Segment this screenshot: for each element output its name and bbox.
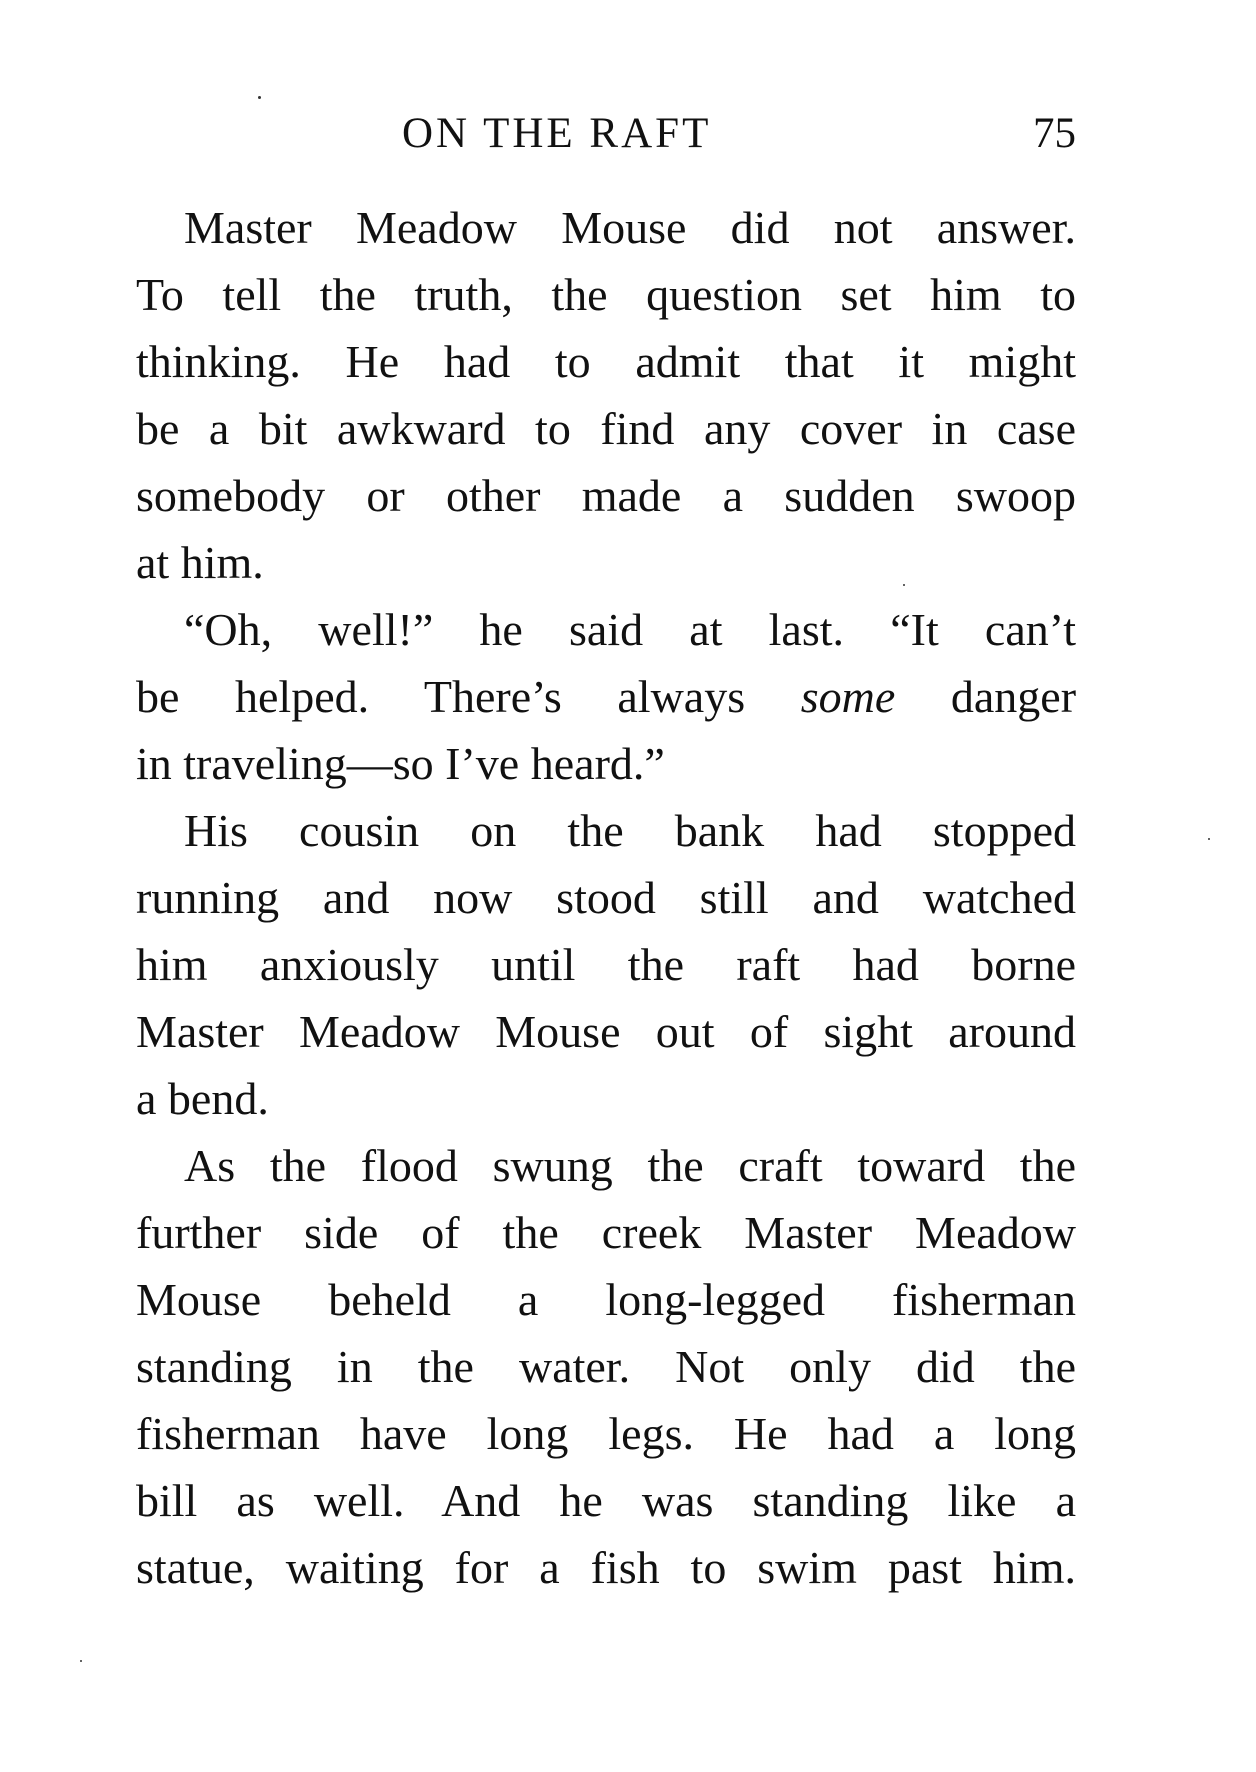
body-text	[136, 194, 1076, 1601]
text-line: be a bit awkward to find any cover in case	[136, 403, 1076, 454]
text-line: Mouse beheld a long-legged fisherman	[136, 1274, 1076, 1325]
text-line: His cousin on the bank had stopped	[184, 805, 1076, 856]
print-speck	[903, 584, 905, 586]
text-line: bill as well. And he was standing like a	[136, 1475, 1076, 1526]
text-line: Master Meadow Mouse out of sight around	[136, 1006, 1076, 1057]
text-segment: danger	[950, 671, 1077, 722]
text-line	[136, 663, 1076, 730]
text-line: fisherman have long legs. He had a long	[136, 1408, 1076, 1459]
print-speck	[80, 1660, 82, 1662]
text-segment: be helped. There’s always	[136, 671, 746, 722]
text-line: “Oh, well!” he said at last. “It can’t	[184, 604, 1076, 655]
text-line: further side of the creek Master Meadow	[136, 1207, 1076, 1258]
print-speck	[1208, 838, 1210, 840]
chapter-title: ON THE RAFT	[402, 110, 712, 157]
print-speck	[258, 96, 261, 99]
text-line: thinking. He had to admit that it might	[136, 336, 1076, 387]
text-line: statue, waiting for a fish to swim past him.	[136, 1542, 1076, 1593]
text-line: at him.	[136, 537, 264, 588]
italic-emphasis: some	[800, 671, 896, 722]
text-line: him anxiously until the raft had borne	[136, 939, 1076, 990]
text-line: in traveling—so I’ve heard.”	[136, 738, 665, 789]
text-line: To tell the truth, the question set him to	[136, 269, 1076, 320]
page-number: 75	[1033, 110, 1076, 157]
text-line: somebody or other made a sudden swoop	[136, 470, 1076, 521]
running-head	[136, 104, 1076, 164]
text-line: standing in the water. Not only did the	[136, 1341, 1076, 1392]
text-line: a bend.	[136, 1073, 269, 1124]
text-line: Master Meadow Mouse did not answer.	[184, 202, 1076, 253]
text-line: As the flood swung the craft toward the	[184, 1140, 1076, 1191]
text-line: running and now stood still and watched	[136, 872, 1076, 923]
